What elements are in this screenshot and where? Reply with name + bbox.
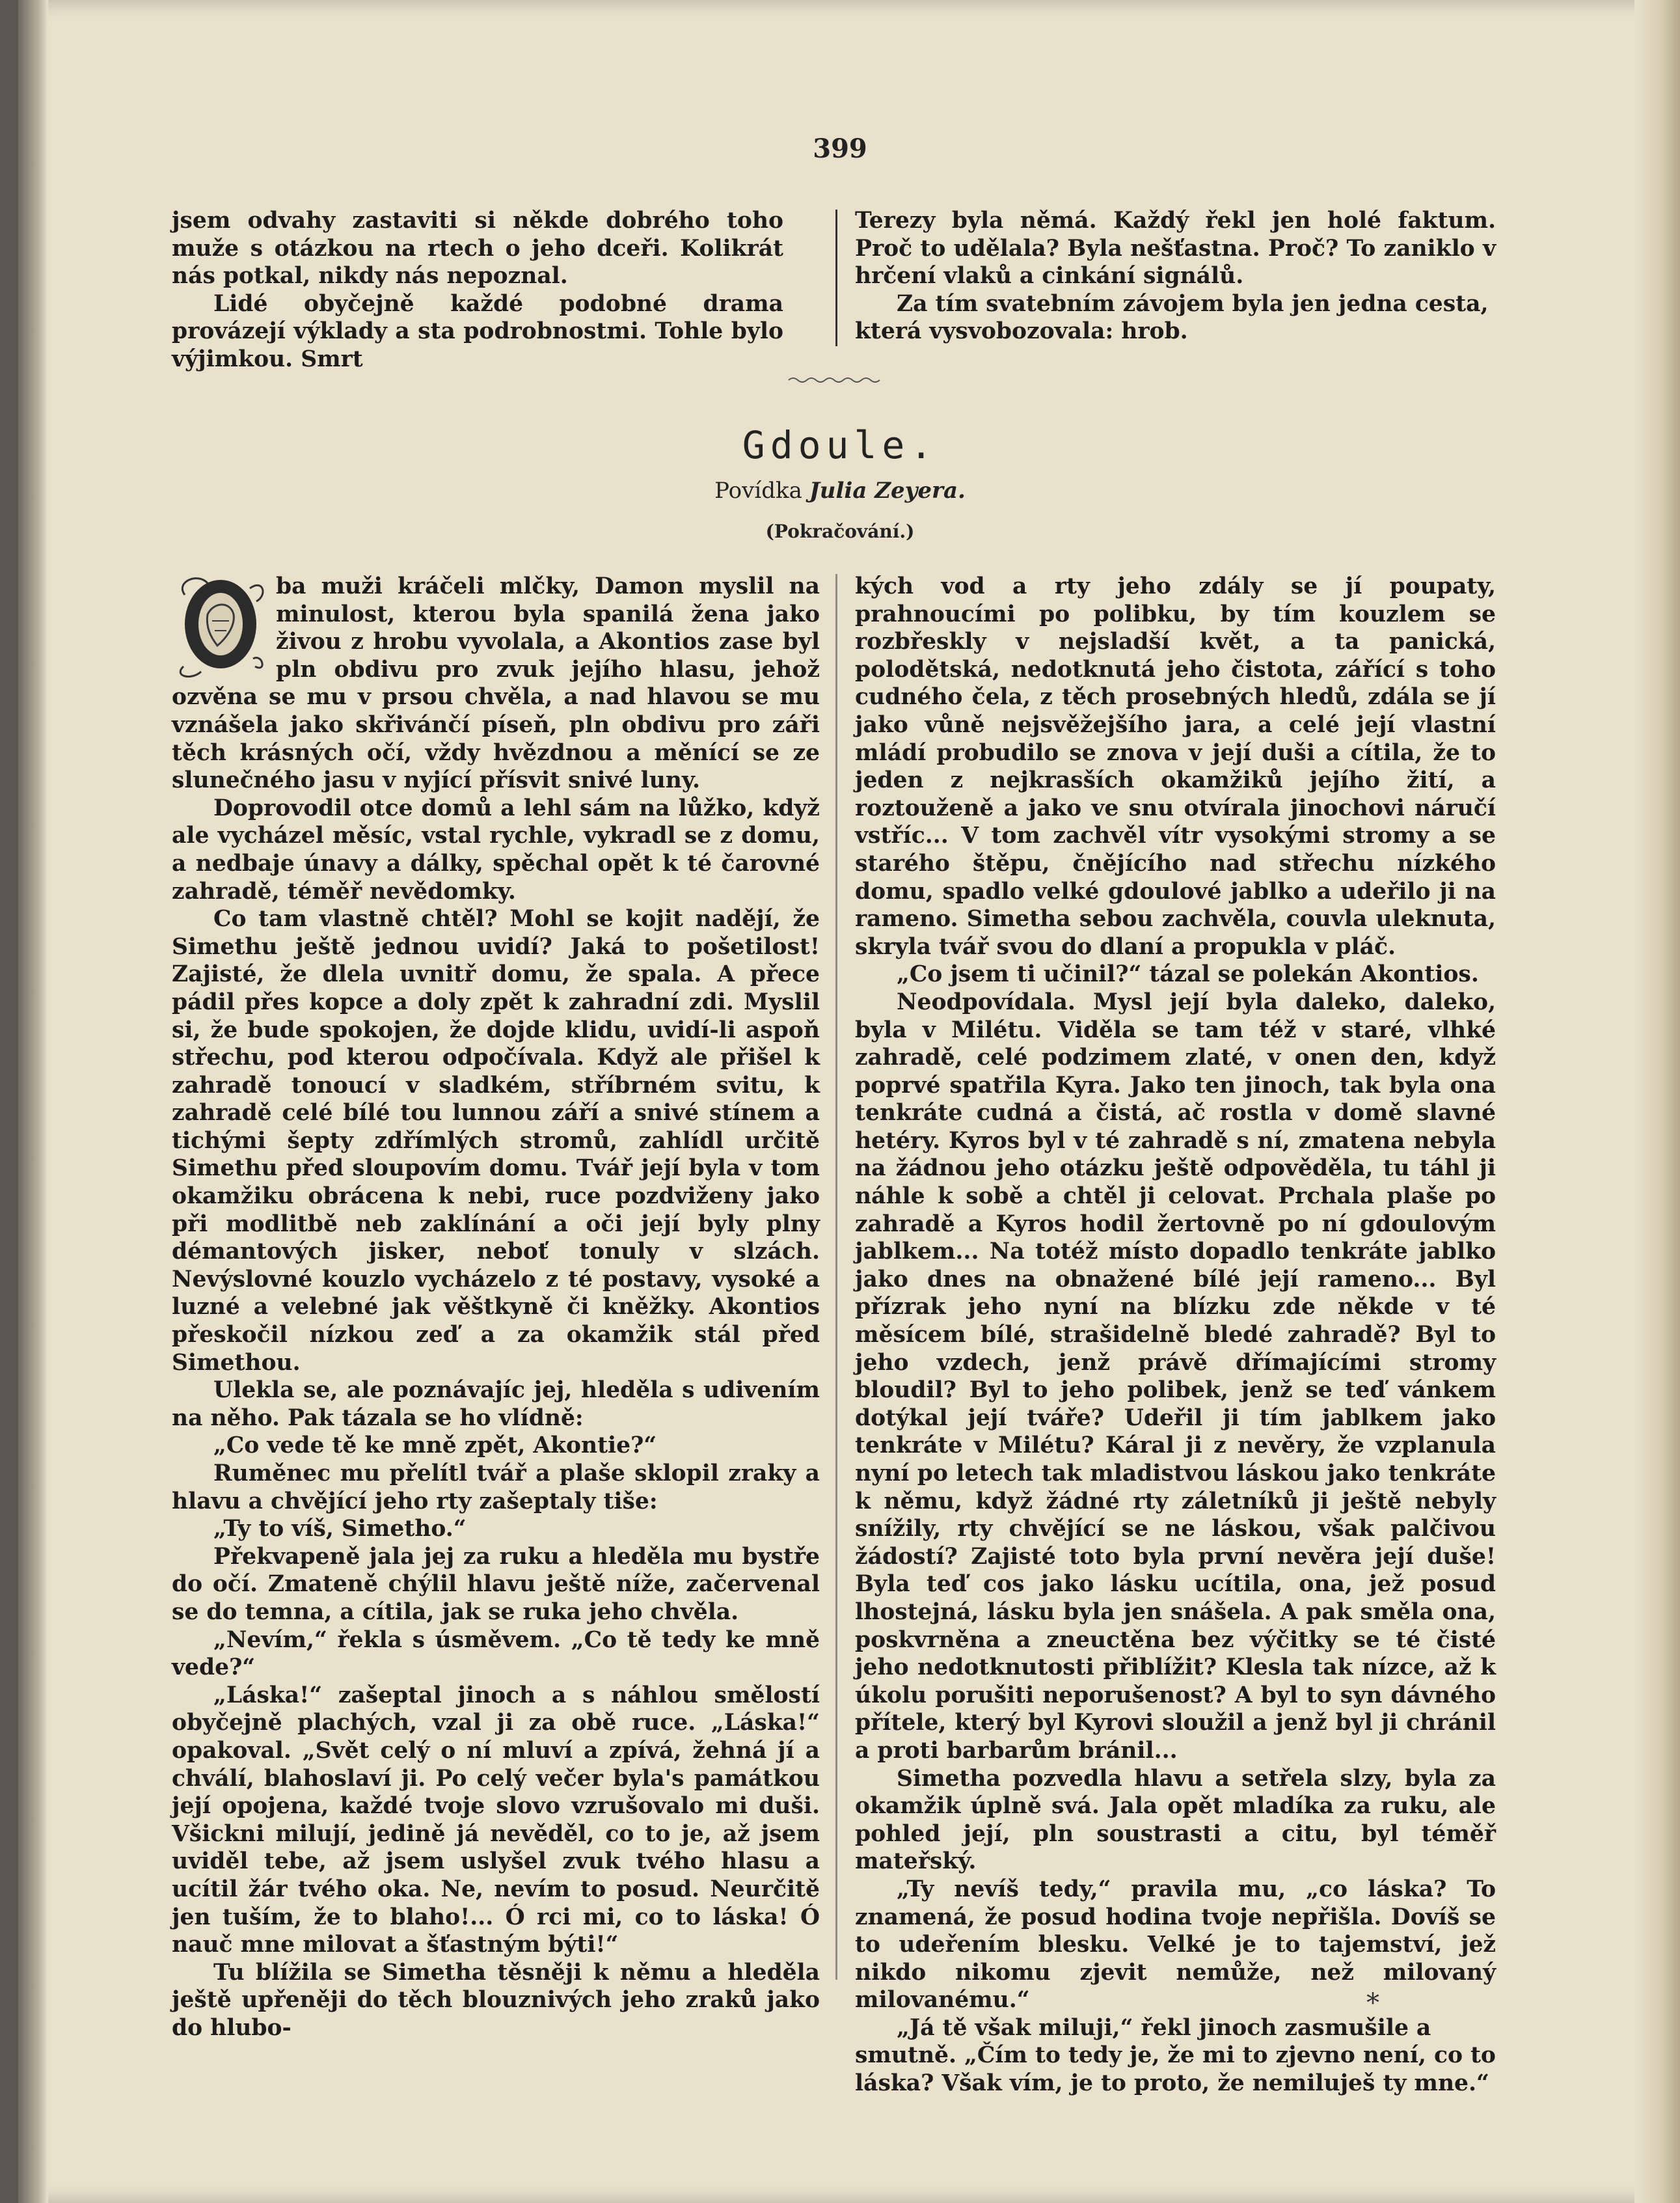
main-right-column xyxy=(855,573,1496,2098)
top-right-column xyxy=(855,207,1496,346)
paragraph: Tu blížila se Simetha těsněji k němu a hleděla ještě upřeněji do těch blouznivých jeho zraků jako do hlubo- xyxy=(172,1959,820,2041)
paragraph: kých vod a rty jeho zdály se jí poupaty, prahnoucími po polibku, by tím kouzlem se rozbřeskly v nejsladší květ, a ta panická, polodětská, nedotknutá jeho čistota, zářící s toho cudného čela, z těch prosebných hledů, zdála se jí jako vůně nejsvěžejšího jara, a celé její vlastní mládí probudilo se znova v její duši a cítila, že to jeden z nejkrasších okamžiků jejího žití, a roztouženě a jako ve snu otvírala jinochovi náručí vstříc... V tom zachvěl vítr vysokými stromy a se starého štěpu, čnějícího nad střechu nízkého domu, spadlo velké gdoulové jablko a udeřilo ji na rameno. Simetha sebou zachvěla, couvla uleknuta, skryla tvář svou do dlaní a propukla v pláč. xyxy=(855,573,1496,960)
paragraph: „Ty to víš, Simetho.“ xyxy=(213,1516,467,1542)
paragraph: „Co vede tě ke mně zpět, Akontie?“ xyxy=(213,1432,657,1459)
story-subtitle xyxy=(0,478,1680,504)
main-left-column xyxy=(172,573,820,2042)
column-divider xyxy=(835,574,837,1980)
paragraph: „Láska!“ zašeptal jinoch a s náhlou smělostí obyčejně plachých, vzal ji za obě ruce. „Láska!“ opakoval. „Svět celý o ní mluví a zpívá, žehná jí a chválí, blahoslaví ji. Po celý večer byla's památkou její opojena, každé tvoje slovo vzrušovalo mi duši. Všickni milují, jedině já nevěděl, co to je, až jsem uviděl tebe, až jsem uslyšel zvuk tvého hlasu a ucítil žár tvého oka. Ne, nevím to posud. Neurčitě jen tuším, že to blaho!... Ó rci mi, co to láska! Ó nauč mne milovat a šťastným býti!“ xyxy=(172,1682,820,1958)
paragraph: Terezy byla němá. Každý řekl jen holé faktum. Proč to udělala? Byla nešťastna. Proč? To zaniklo v hrčení vlaků a cinkání signálů. xyxy=(855,208,1496,290)
paragraph: Ruměnec mu přelítl tvář a plaše sklopil zraky a hlavu a chvějící jeho rty zašeptaly tiše: xyxy=(172,1460,820,1514)
ornamental-initial-icon xyxy=(172,569,269,679)
top-left-column xyxy=(172,207,783,374)
page-gutter-shadow xyxy=(18,0,48,2203)
page-edge-shadow xyxy=(1634,0,1680,2203)
paragraph: „Nevím,“ řekla s úsměvem. „Co tě tedy ke mně vede?“ xyxy=(172,1626,820,1681)
section-ornament xyxy=(787,375,885,385)
subtitle-prefix: Povídka xyxy=(714,478,802,504)
paragraph: Neodpovídala. Mysl její byla daleko, daleko, byla v Milétu. Viděla se tam též v staré, vlhké zahradě, celé podzimem zlaté, v onen den, když poprvé spatřila Kyra. Jako ten jinoch, tak byla ona tenkráte cudná a čistá, ač rostla v domě slavné hetéry. Kyros byl v té zahradě s ní, zmatena nebyla na žádnou jeho otázku ještě odpověděla, tu táhl ji náhle k sobě a chtěl ji celovat. Prchala plaše po zahradě a Kyros hodil žertovně po ní gdoulovým jablkem... Na totéž místo dopadlo tenkráte jablko jako dnes na obnažené bílé její rameno... Byl přízrak jeho nyní na blízku zde někde v té měsícem bílé, strašidelně bledé zahradě? Byl to jeho vzdech, jenž právě dřímajícími stromy bloudil? Byl to jeho polibek, jenž se teď vánkem dotýkal její tváře? Udeřil ji tím jablkem jako tenkráte v Milétu? Káral ji z nevěry, že vzplanula nyní po letech tak mladistvou láskou jako tenkráte k němu, když žádné rty záletníků ji ještě nebyly snížily, rty chvějící se ne láskou, však palčivou žádostí? Zajisté toto byla první nevěra její duše! Byla teď cos jako lásku ucítila, ona, jež posud lhostejná, lásku byla jen snášela. A pak směla ona, poskvrněna a zneuctěna bez výčitky se té čisté jeho nedotknutosti přiblížit? Klesla tak nízce, až k úkolu porušiti neporušenost? A byl to syn dávného přítele, který byl Kyrovi sloužil a jenž byl ji chránil a proti barbarům bránil... xyxy=(855,989,1496,1764)
paragraph: „Já tě však miluji,“ řekl jinoch zasmušile a smutně. „Čím to tedy je, že mi to zjevno není, co to láska? Však vím, je to proto, že nemiluješ ty mne.“ xyxy=(855,2014,1496,2097)
paragraph: jsem odvahy zastaviti si někde dobrého toho muže s otázkou na rtech o jeho dceři. Kolikrát nás potkal, nikdy nás nepoznal. xyxy=(172,208,783,290)
paragraph: Doprovodil otce domů a lehl sám na lůžko, když ale vycházel měsíc, vstal rychle, vykradl se z domu, a nedbaje únavy a dálky, spěchal opět k té čarovné zahradě, téměř nevědomky. xyxy=(172,795,820,905)
continuation-note: (Pokračování.) xyxy=(765,521,915,542)
paragraph: Překvapeně jala jej za ruku a hleděla mu bystře do očí. Zmateně chýlil hlavu ještě níže, začervenal se do temna, a cítila, jak se ruka jeho chvěla. xyxy=(172,1543,820,1625)
paragraph: Lidé obyčejně každé podobné drama provázejí výklady a sta podrobnostmi. Tohle bylo výjimkou. Smrt xyxy=(172,290,783,372)
paragraph: Ulekla se, ale poznávajíc jej, hleděla s udivením na něho. Pak tázala se ho vlídně: xyxy=(172,1377,820,1431)
paragraph: „Co jsem ti učinil?“ tázal se polekán Akontios. xyxy=(897,961,1479,988)
paragraph: Simetha pozvedla hlavu a setřela slzy, byla za okamžik úplně svá. Jala opět mladíka za ruku, ale pohled její, pln soustrasti a citu, byl téměř mateřský. xyxy=(855,1765,1496,1875)
end-mark: * xyxy=(1366,1988,1379,2018)
subtitle-author: Julia Zeyera. xyxy=(809,478,966,504)
paragraph: „Ty nevíš tedy,“ pravila mu, „co láska? To znamená, že posud hodina tvoje nepřišla. Dovíš se to udeřením blesku. Velké je to tajemství, jež nikdo nikomu zjevit nemůže, než milovaný milovanému.“ xyxy=(855,1876,1496,2014)
paragraph: ba muži kráčeli mlčky, Damon myslil na minulost, kterou byla spanilá žena jako živou z hrobu vyvolala, a Akontios zase byl pln obdivu pro zvuk jejího hlasu, jehož ozvěna se mu v prsou chvěla, a nad hlavou se mu vznášela jako skřivánčí píseň, pln obdivu pro záři těch krásných očí, vždy hvězdnou a měnící se ze slunečného jasu v nyjící přísvit snivé luny. xyxy=(172,573,820,794)
paragraph: Co tam vlastně chtěl? Mohl se kojit nadějí, že Simethu ještě jednou uvidí? Jaká to pošetilost! Zajisté, že dlela uvnitř domu, že spala. A přece pádil přes kopce a doly zpět k zahradní zdi. Myslil si, že bude spokojen, že dojde klidu, uvidí-li aspoň střechu, pod kterou odpočívala. Když ale přišel k zahradě tonoucí v sladkém, stříbrném svitu, k zahradě celé bílé tou lunnou září a snivé stínem a tichými šepty zdřímlých stromů, zahlídl určitě Simethu před sloupovím domu. Tvář její byla v tom okamžiku obrácena k nebi, ruce pozdviženy jako při modlitbě neb zaklínání a oči její byly plny démantových jisker, neboť tonuly v slzách. Nevýslovné kouzlo vycházelo z té postavy, vysoké a luzné a velebné jak věštkyně či kněžky. Akontios přeskočil nízkou zeď a za okamžik stál před Simethou. xyxy=(172,906,820,1376)
story-title: Gdoule. xyxy=(742,423,938,467)
column-divider xyxy=(835,210,837,346)
paragraph: Za tím svatebním závojem byla jen jedna cesta, která vysvobozovala: hrob. xyxy=(855,290,1489,345)
page-number: 399 xyxy=(813,133,867,164)
